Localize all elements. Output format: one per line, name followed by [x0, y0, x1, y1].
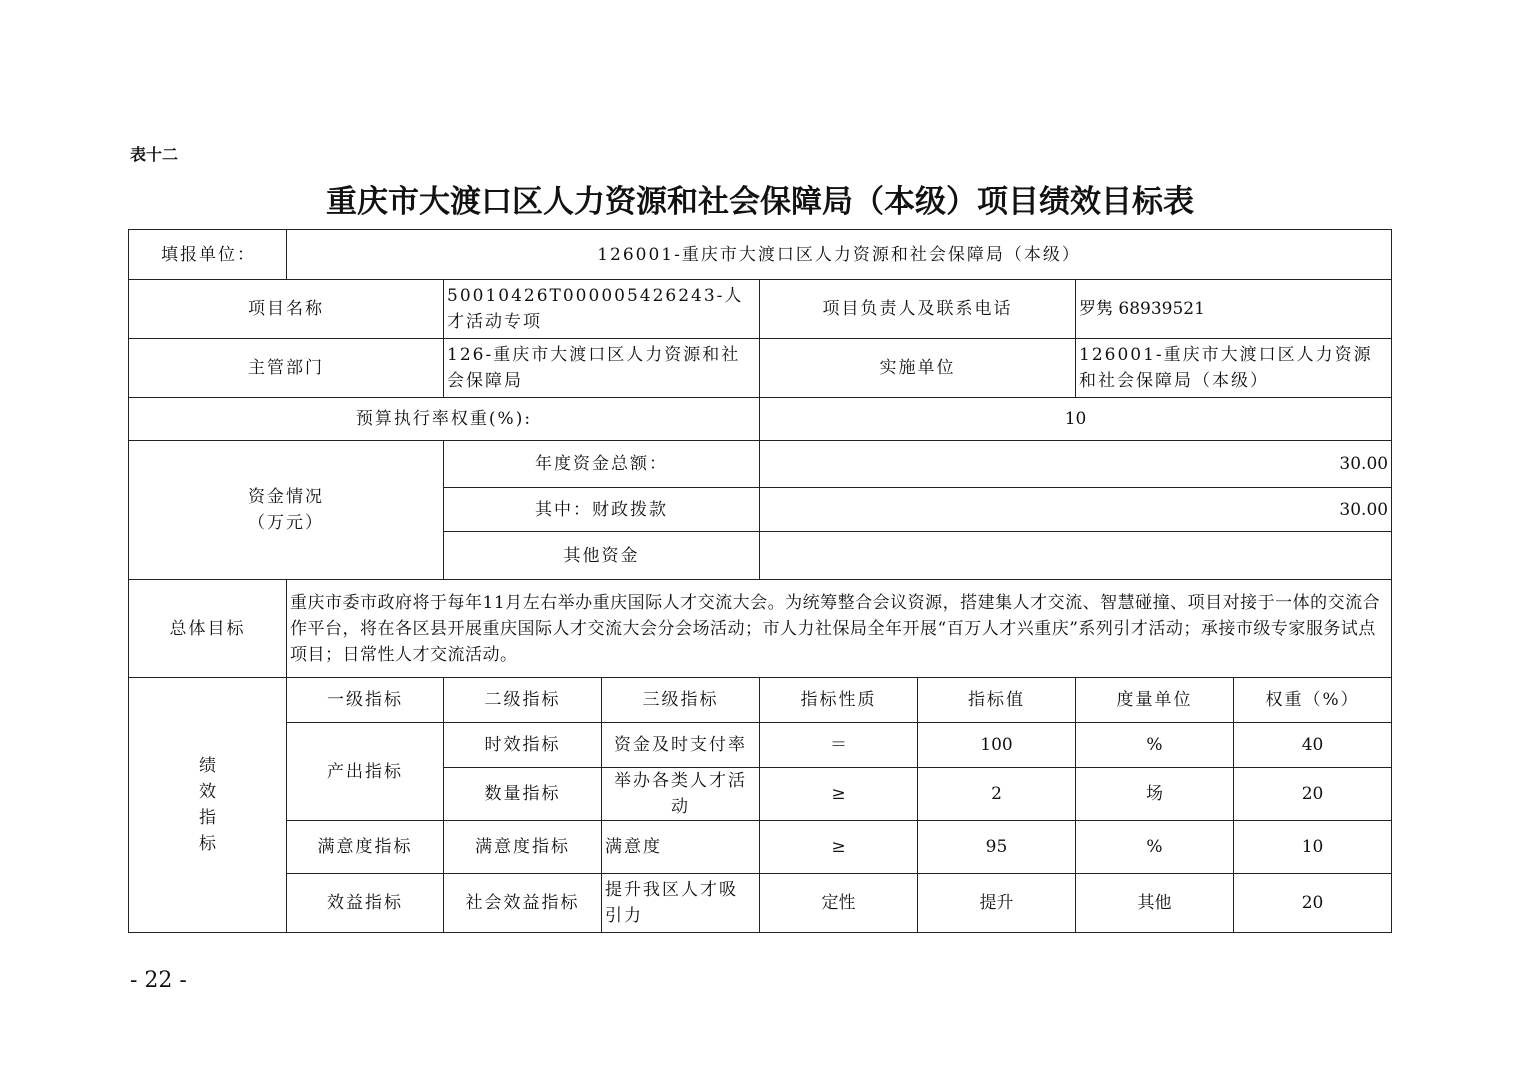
- nature-cell: ＝: [760, 723, 918, 768]
- page-title: 重庆市大渡口区人力资源和社会保障局（本级）项目绩效目标表: [326, 184, 1194, 220]
- nature-cell: ≥: [760, 821, 918, 874]
- level3-cell: 满意度: [602, 821, 760, 874]
- nature-cell: ≥: [760, 768, 918, 821]
- unit-value: 126001-重庆市大渡口区人力资源和社会保障局（本级）: [287, 230, 1392, 280]
- header-weight: 权重（%）: [1234, 678, 1392, 723]
- header-nature: 指标性质: [760, 678, 918, 723]
- weight-cell: 40: [1234, 723, 1392, 768]
- impl-value: 126001-重庆市大渡口区人力资源和社会保障局（本级）: [1076, 339, 1392, 398]
- page-number: - 22 -: [130, 968, 187, 993]
- level3-cell: 举办各类人才活动: [602, 768, 760, 821]
- table-row: [129, 821, 1392, 874]
- header-level1: 一级指标: [287, 678, 444, 723]
- contact-value: 罗隽 68939521: [1076, 280, 1392, 339]
- level2-cell: 社会效益指标: [444, 874, 602, 933]
- project-name-value: 50010426T000005426243-人才活动专项: [444, 280, 760, 339]
- level2-cell: 满意度指标: [444, 821, 602, 874]
- funds-label-line1: 资金情况: [248, 487, 324, 507]
- other-funds-value: [760, 532, 1392, 580]
- weight-cell: 20: [1234, 768, 1392, 821]
- weight-cell: 10: [1234, 821, 1392, 874]
- level2-cell: 数量指标: [444, 768, 602, 821]
- header-level3: 三级指标: [602, 678, 760, 723]
- table-row: [129, 280, 1392, 339]
- table-row: [129, 874, 1392, 933]
- annual-total-label: 年度资金总额：: [444, 441, 760, 488]
- table-row: [129, 723, 1392, 768]
- project-name-label: 项目名称: [129, 280, 444, 339]
- dept-label: 主管部门: [129, 339, 444, 398]
- level1-satisfaction: 满意度指标: [287, 821, 444, 874]
- value-cell: 100: [918, 723, 1076, 768]
- unit-cell: 其他: [1076, 874, 1234, 933]
- funds-label-line2: （万元）: [248, 513, 324, 533]
- fiscal-label: 其中：财政拨款: [444, 488, 760, 532]
- value-cell: 95: [918, 821, 1076, 874]
- unit-cell: 场: [1076, 768, 1234, 821]
- other-funds-label: 其他资金: [444, 532, 760, 580]
- contact-label: 项目负责人及联系电话: [760, 280, 1076, 339]
- goal-text: 重庆市委市政府将于每年11月左右举办重庆国际人才交流大会。为统筹整合会议资源，搭建集人才交流、智慧碰撞、项目对接于一体的交流合作平台，将在各区县开展重庆国际人才交流大会分会场活动；市人力社保局全年开展“百万人才兴重庆”系列引才活动；承接市级专家服务试点项目；日常性人才交流活动。: [287, 580, 1392, 678]
- table-row: [129, 339, 1392, 398]
- dept-value: 126-重庆市大渡口区人力资源和社会保障局: [444, 339, 760, 398]
- level3-cell: 资金及时支付率: [602, 723, 760, 768]
- table-row: [129, 678, 1392, 723]
- table-label: 表十二: [130, 145, 179, 164]
- impl-label: 实施单位: [760, 339, 1076, 398]
- budget-weight-value: 10: [760, 398, 1392, 441]
- unit-cell: %: [1076, 723, 1234, 768]
- level1-output: 产出指标: [287, 723, 444, 821]
- header-value: 指标值: [918, 678, 1076, 723]
- funds-label: [129, 441, 444, 580]
- header-level2: 二级指标: [444, 678, 602, 723]
- level1-benefit: 效益指标: [287, 874, 444, 933]
- fiscal-value: 30.00: [760, 488, 1392, 532]
- performance-target-table: [128, 229, 1392, 933]
- table-row: [129, 398, 1392, 441]
- budget-weight-label: 预算执行率权重(%):: [129, 398, 760, 441]
- header-unit: 度量单位: [1076, 678, 1234, 723]
- annual-total-value: 30.00: [760, 441, 1392, 488]
- value-cell: 2: [918, 768, 1076, 821]
- value-cell: 提升: [918, 874, 1076, 933]
- unit-cell: %: [1076, 821, 1234, 874]
- unit-label: 填报单位：: [129, 230, 287, 280]
- table-row: [129, 230, 1392, 280]
- indicator-side-label: 绩 效 指 标: [129, 678, 287, 933]
- table-row: [129, 441, 1392, 488]
- level3-cell: 提升我区人才吸引力: [602, 874, 760, 933]
- weight-cell: 20: [1234, 874, 1392, 933]
- goal-label: 总体目标: [129, 580, 287, 678]
- table-row: [129, 580, 1392, 678]
- nature-cell: 定性: [760, 874, 918, 933]
- level2-cell: 时效指标: [444, 723, 602, 768]
